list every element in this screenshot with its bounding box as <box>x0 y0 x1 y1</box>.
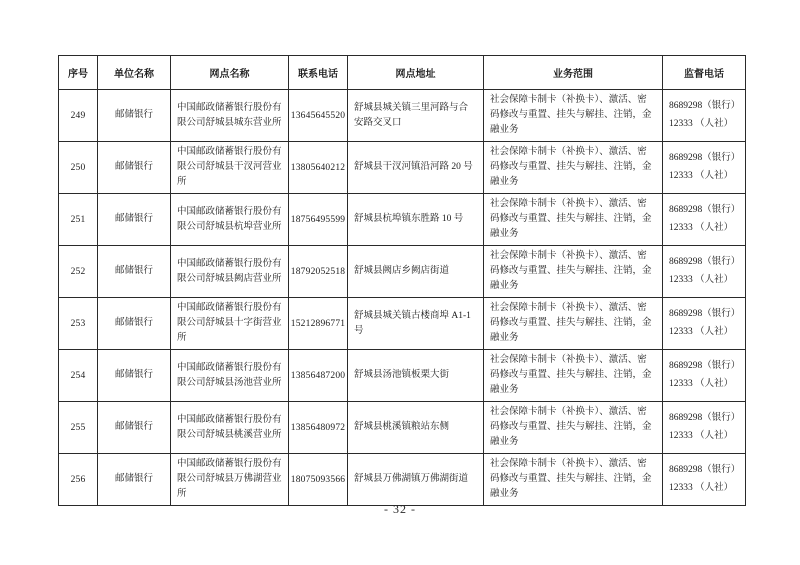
cell-address: 舒城县城关镇古楼商埠 A1-1 号 <box>348 298 484 350</box>
cell-unit: 邮储银行 <box>98 350 171 402</box>
cell-supervision <box>663 454 746 506</box>
cell-no: 250 <box>59 142 98 194</box>
cell-no: 251 <box>59 194 98 246</box>
cell-address: 舒城县杭埠镇东胜路 10 号 <box>348 194 484 246</box>
cell-scope: 社会保障卡制卡（补换卡）、激活、密码修改与重置、挂失与解挂、注销，金融业务 <box>484 142 663 194</box>
cell-unit: 邮储银行 <box>98 142 171 194</box>
table-row <box>59 454 746 506</box>
cell-no: 256 <box>59 454 98 506</box>
cell-address: 舒城县阙店乡阙店街道 <box>348 246 484 298</box>
supervision-social-line: 12333 （人社） <box>669 326 734 337</box>
column-header-unit: 单位名称 <box>98 56 171 90</box>
supervision-bank-line: 8689298（银行） <box>669 361 741 372</box>
cell-scope: 社会保障卡制卡（补换卡）、激活、密码修改与重置、挂失与解挂、注销，金融业务 <box>484 402 663 454</box>
supervision-bank-line: 8689298（银行） <box>669 413 741 424</box>
cell-phone: 18792052518 <box>289 246 348 298</box>
column-header-address: 网点地址 <box>348 56 484 90</box>
cell-phone: 13856480972 <box>289 402 348 454</box>
cell-phone: 13645645520 <box>289 90 348 142</box>
column-header-no: 序号 <box>59 56 98 90</box>
table-row <box>59 142 746 194</box>
cell-supervision <box>663 142 746 194</box>
supervision-bank-line: 8689298（银行） <box>669 309 741 320</box>
cell-scope: 社会保障卡制卡（补换卡）、激活、密码修改与重置、挂失与解挂、注销，金融业务 <box>484 298 663 350</box>
table-row <box>59 402 746 454</box>
page-number: - 32 - <box>384 502 416 516</box>
cell-branch: 中国邮政储蓄银行股份有限公司舒城县桃溪营业所 <box>171 402 289 454</box>
cell-phone: 18075093566 <box>289 454 348 506</box>
table-row <box>59 350 746 402</box>
supervision-social-line: 12333 （人社） <box>669 170 734 181</box>
cell-unit: 邮储银行 <box>98 194 171 246</box>
column-header-phone: 联系电话 <box>289 56 348 90</box>
cell-address: 舒城县城关镇三里河路与合安路交叉口 <box>348 90 484 142</box>
cell-branch: 中国邮政储蓄银行股份有限公司舒城县汤池营业所 <box>171 350 289 402</box>
supervision-social-line: 12333 （人社） <box>669 378 734 389</box>
supervision-bank-line: 8689298（银行） <box>669 257 741 268</box>
cell-address: 舒城县干汊河镇沿河路 20 号 <box>348 142 484 194</box>
supervision-social-line: 12333 （人社） <box>669 482 734 493</box>
table-row <box>59 90 746 142</box>
cell-phone: 13856487200 <box>289 350 348 402</box>
supervision-social-line: 12333 （人社） <box>669 222 734 233</box>
column-header-supervision: 监督电话 <box>663 56 746 90</box>
supervision-social-line: 12333 （人社） <box>669 430 734 441</box>
cell-address: 舒城县桃溪镇粮站东侧 <box>348 402 484 454</box>
cell-unit: 邮储银行 <box>98 246 171 298</box>
table-row <box>59 298 746 350</box>
cell-supervision <box>663 402 746 454</box>
cell-no: 254 <box>59 350 98 402</box>
cell-unit: 邮储银行 <box>98 402 171 454</box>
column-header-scope: 业务范围 <box>484 56 663 90</box>
cell-supervision <box>663 246 746 298</box>
cell-supervision <box>663 90 746 142</box>
cell-phone: 13805640212 <box>289 142 348 194</box>
cell-unit: 邮储银行 <box>98 90 171 142</box>
cell-supervision <box>663 298 746 350</box>
cell-phone: 15212896771 <box>289 298 348 350</box>
cell-branch: 中国邮政储蓄银行股份有限公司舒城县杭埠营业所 <box>171 194 289 246</box>
cell-branch: 中国邮政储蓄银行股份有限公司舒城县十字街营业所 <box>171 298 289 350</box>
cell-address: 舒城县万佛湖镇万佛湖街道 <box>348 454 484 506</box>
cell-no: 255 <box>59 402 98 454</box>
cell-unit: 邮储银行 <box>98 298 171 350</box>
cell-branch: 中国邮政储蓄银行股份有限公司舒城县城东营业所 <box>171 90 289 142</box>
cell-supervision <box>663 350 746 402</box>
branch-roster-table <box>58 55 746 506</box>
cell-unit: 邮储银行 <box>98 454 171 506</box>
cell-phone: 18756495599 <box>289 194 348 246</box>
cell-scope: 社会保障卡制卡（补换卡）、激活、密码修改与重置、挂失与解挂、注销，金融业务 <box>484 454 663 506</box>
supervision-bank-line: 8689298（银行） <box>669 153 741 164</box>
cell-no: 252 <box>59 246 98 298</box>
table-row <box>59 246 746 298</box>
supervision-social-line: 12333 （人社） <box>669 274 734 285</box>
cell-branch: 中国邮政储蓄银行股份有限公司舒城县万佛湖营业所 <box>171 454 289 506</box>
cell-address: 舒城县汤池镇板栗大街 <box>348 350 484 402</box>
supervision-bank-line: 8689298（银行） <box>669 205 741 216</box>
cell-scope: 社会保障卡制卡（补换卡）、激活、密码修改与重置、挂失与解挂、注销，金融业务 <box>484 246 663 298</box>
cell-supervision <box>663 194 746 246</box>
cell-scope: 社会保障卡制卡（补换卡）、激活、密码修改与重置、挂失与解挂、注销，金融业务 <box>484 90 663 142</box>
cell-no: 253 <box>59 298 98 350</box>
cell-scope: 社会保障卡制卡（补换卡）、激活、密码修改与重置、挂失与解挂、注销，金融业务 <box>484 194 663 246</box>
supervision-social-line: 12333 （人社） <box>669 118 734 129</box>
supervision-bank-line: 8689298（银行） <box>669 465 741 476</box>
table-row <box>59 194 746 246</box>
cell-no: 249 <box>59 90 98 142</box>
supervision-bank-line: 8689298（银行） <box>669 101 741 112</box>
column-header-branch: 网点名称 <box>171 56 289 90</box>
table-header-row <box>59 56 746 90</box>
cell-branch: 中国邮政储蓄银行股份有限公司舒城县阙店营业所 <box>171 246 289 298</box>
cell-scope: 社会保障卡制卡（补换卡）、激活、密码修改与重置、挂失与解挂、注销，金融业务 <box>484 350 663 402</box>
cell-branch: 中国邮政储蓄银行股份有限公司舒城县干汊河营业所 <box>171 142 289 194</box>
